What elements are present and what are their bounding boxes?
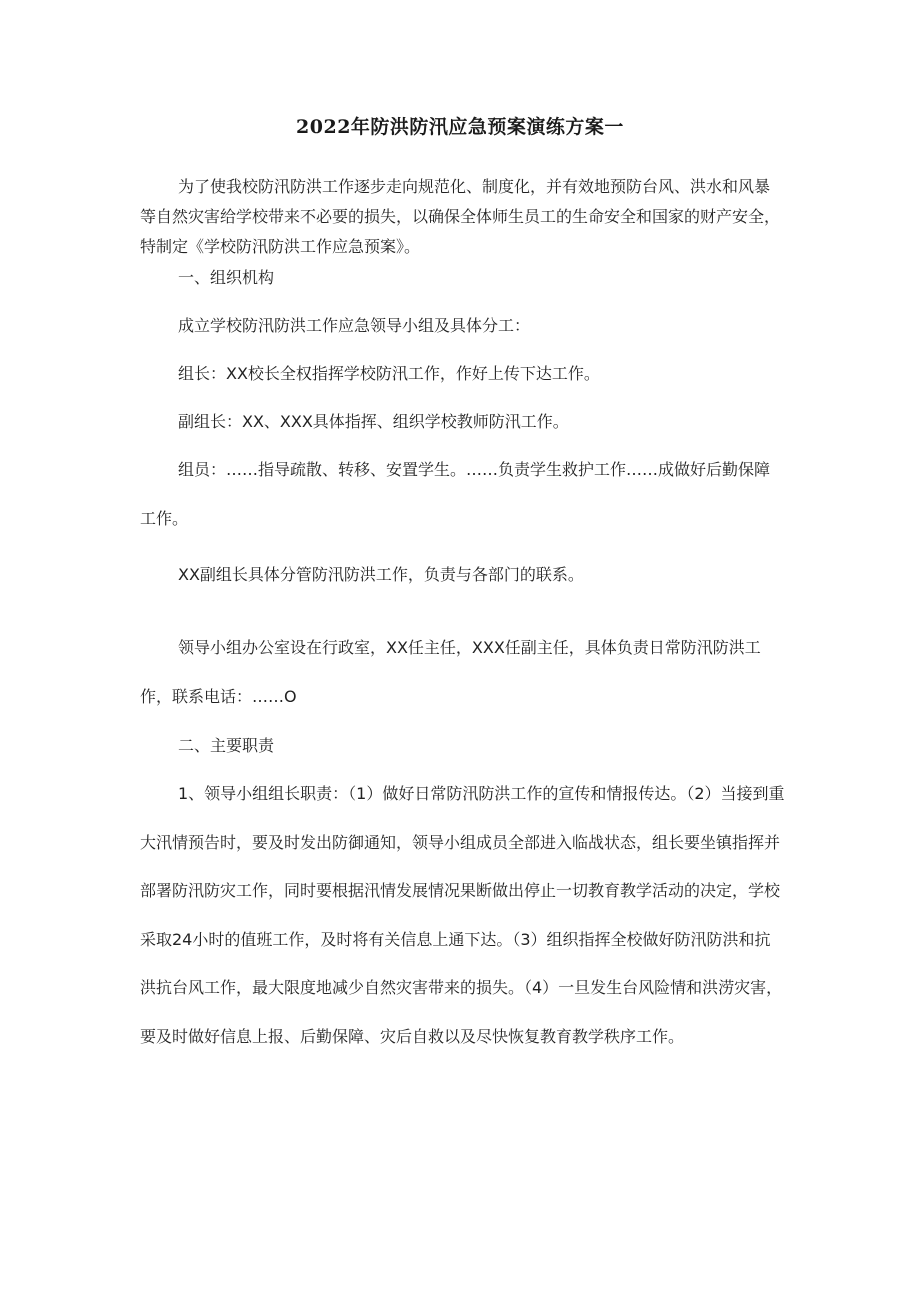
- office-paragraph: 领导小组办公室设在行政室，XX任主任，XXX任副主任，具体负责日常防汛防洪工作，联系电话：……O: [140, 638, 761, 706]
- intro-paragraph: 为了使我校防汛防洪工作逐步走向规范化、制度化，并有效地预防台风、洪水和风暴等自然灾害给学校带来不必要的损失，以确保全体师生员工的生命安全和国家的财产安全，特制定《学校防汛防洪工作应急预案》。: [140, 177, 781, 256]
- deputy-duty-paragraph: XX副组长具体分管防汛防洪工作，负责与各部门的联系。: [178, 565, 584, 584]
- deputy-paragraph: 副组长：XX、XXX具体指挥、组织学校教师防汛工作。: [178, 412, 569, 431]
- leader-paragraph: 组长：XX校长全权指挥学校防汛工作，作好上传下达工作。: [178, 364, 600, 383]
- organization-lead-paragraph: 成立学校防汛防洪工作应急领导小组及具体分工：: [178, 316, 531, 335]
- section-heading-duties: 二、主要职责: [178, 736, 275, 755]
- members-paragraph: 组员：……指导疏散、转移、安置学生。……负责学生救护工作……成做好后勤保障工作。: [140, 460, 771, 528]
- document-title: 2022年防洪防汛应急预案演练方案一: [296, 116, 624, 138]
- leader-duties-paragraph: 1、领导小组组长职责：（1）做好日常防汛防洪工作的宣传和情报传达。（2）当接到重大汛情预告时，要及时发出防御通知，领导小组成员全部进入临战状态，组长要坐镇指挥并部署防汛防灾工作，同时要根据汛情发展情况果断做出停止一切教育教学活动的决定，学校采取24小时的值班工作，及时将有关信息上通下达。（3）组织指挥全校做好防汛防洪和抗洪抗台风工作，最大限度地减少自然灾害带来的损失。（4）一旦发生台风险情和洪涝灾害，要及时做好信息上报、后勤保障、灾后自救以及尽快恢复教育教学秩序工作。: [140, 784, 785, 1046]
- section-heading-organization: 一、组织机构: [178, 268, 275, 287]
